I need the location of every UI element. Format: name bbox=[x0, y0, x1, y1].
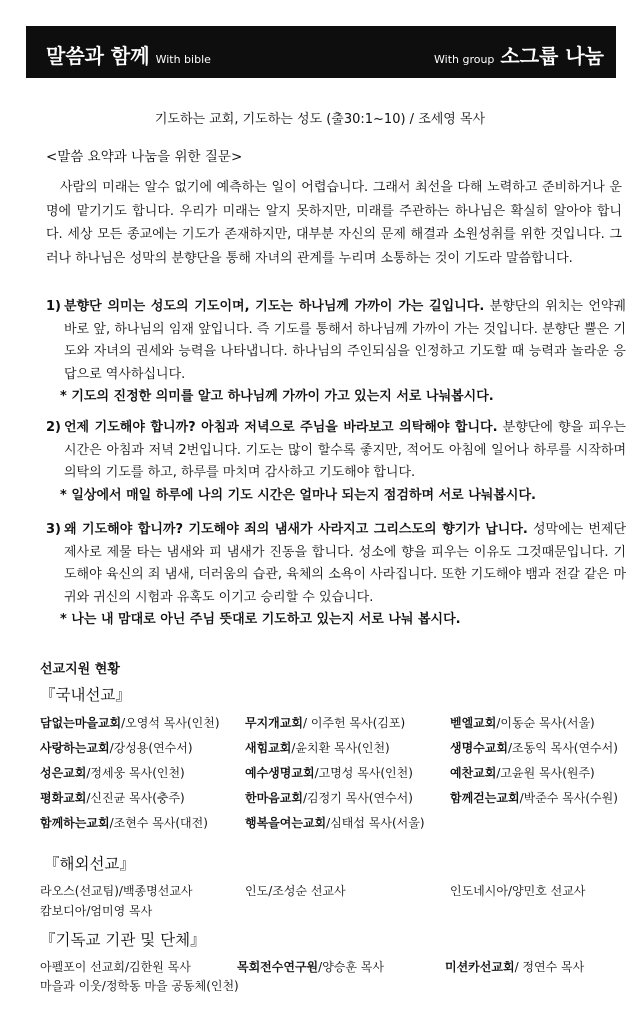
question-number: 1) bbox=[46, 299, 61, 314]
mission-pastor: /엄미영 목사 bbox=[86, 904, 153, 918]
mission-church: 무지개교회 bbox=[245, 716, 303, 730]
mission-pastor: /조동익 목사(연수서) bbox=[507, 741, 618, 755]
mission-church: 성은교회 bbox=[40, 766, 87, 780]
mission-church: 예수생명교회 bbox=[245, 766, 315, 780]
mission-pastor: /오영석 목사(인천) bbox=[121, 716, 220, 730]
overseas-title: 『해외선교』 bbox=[44, 855, 135, 873]
mission-pastor: /백종명선교사 bbox=[118, 884, 193, 898]
question-1 bbox=[46, 296, 626, 409]
mission-pastor: /정세웅 목사(인천) bbox=[86, 766, 185, 780]
mission-entry bbox=[40, 958, 191, 975]
mission-entry bbox=[450, 764, 595, 781]
mission-entry bbox=[40, 814, 208, 831]
mission-church: 캄보디아 bbox=[40, 904, 87, 918]
mission-church: 함께걷는교회 bbox=[450, 791, 520, 805]
mission-church: 인도 bbox=[245, 884, 269, 898]
mission-church: 생명수교회 bbox=[450, 741, 508, 755]
mission-pastor: /심태섭 목사(서울) bbox=[326, 816, 425, 830]
mission-entry bbox=[245, 714, 405, 731]
question-lead: 분향단 의미는 성도의 기도이며, 기도는 하나님께 가까이 가는 길입니다. bbox=[64, 299, 485, 314]
header-left bbox=[46, 40, 211, 69]
mission-church: 새힘교회 bbox=[245, 741, 292, 755]
mission-church: 담없는마을교회 bbox=[40, 716, 122, 730]
header-right-sub: With group bbox=[434, 53, 495, 66]
question-3 bbox=[46, 519, 626, 632]
mission-pastor: / 이주헌 목사(김포) bbox=[302, 716, 406, 730]
mission-entry bbox=[450, 714, 595, 731]
mission-church: 마을과 이웃 bbox=[40, 979, 102, 993]
mission-church: 한마음교회 bbox=[245, 791, 303, 805]
mission-church: 벧엘교회 bbox=[450, 716, 497, 730]
header-left-sub: With bible bbox=[155, 53, 211, 66]
org-title: 『기독교 기관 및 단체』 bbox=[40, 931, 206, 949]
section-heading: <말씀 요약과 나눔을 위한 질문> bbox=[46, 149, 243, 165]
question-text: 성막에는 번제단 제사로 제물 타는 냄새와 피 냄새가 진동을 합니다. 성소에 향을 피우는 이유도 그것때문입니다. 기도해야 육신의 죄 냄새, 더러움의 습관, 육체의 소욕이 사라집니다. 또한 기도해야 뱀과 전갈 같은 마귀와 귀신의 시험과 유혹도 이기고 승리할 수 있습니다. bbox=[64, 522, 627, 605]
mission-church: 미션카선교회 bbox=[445, 960, 515, 974]
mission-title: 선교지원 현황 bbox=[40, 662, 120, 677]
question-number: 3) bbox=[46, 522, 61, 537]
mission-pastor: / 정연수 목사 bbox=[514, 960, 585, 974]
question-text: 분향단에 향을 피우는 시간은 아침과 저녁 2번입니다. 기도는 많이 할수록 좋지만, 적어도 아침에 일어나 하루를 시작하며 의탁의 기도를 하고, 하루를 마치며 감사하고 기도해야 합니다. bbox=[64, 420, 626, 480]
header-left-title: 말씀과 함께 bbox=[46, 44, 150, 68]
mission-pastor: /김한원 목사 bbox=[124, 960, 191, 974]
mission-church: 함께하는교회 bbox=[40, 816, 110, 830]
mission-entry bbox=[450, 739, 618, 756]
question-note: * 나는 내 맘대로 아닌 주님 뜻대로 기도하고 있는지 서로 나눠 봅시다. bbox=[60, 612, 461, 627]
header-right-title: 소그룹 나눔 bbox=[500, 44, 604, 68]
mission-church: 목회전수연구원 bbox=[237, 960, 319, 974]
mission-church: 행복을여는교회 bbox=[245, 816, 327, 830]
mission-pastor: /고명성 목사(인천) bbox=[314, 766, 413, 780]
mission-church: 평화교회 bbox=[40, 791, 87, 805]
mission-entry bbox=[40, 764, 185, 781]
mission-church: 사랑하는교회 bbox=[40, 741, 110, 755]
mission-entry bbox=[245, 814, 425, 831]
question-note: * 기도의 진정한 의미를 알고 하나님께 가까이 가고 있는지 서로 나눠봅시다. bbox=[60, 389, 494, 404]
question-lead: 왜 기도해야 합니까? 기도해야 죄의 냄새가 사라지고 그리스도의 향기가 납니다. bbox=[64, 522, 528, 537]
question-number: 2) bbox=[46, 420, 61, 435]
mission-pastor: /고윤원 목사(원주) bbox=[496, 766, 595, 780]
sermon-title: 기도하는 교회, 기도하는 성도 (출30:1~10) / 조세영 목사 bbox=[154, 112, 486, 127]
mission-entry bbox=[450, 882, 585, 899]
mission-pastor: /정학동 마을 공동체(인천) bbox=[101, 979, 239, 993]
page-header bbox=[26, 26, 616, 78]
question-2 bbox=[46, 417, 626, 507]
intro-paragraph: 사람의 미래는 알수 없기에 예측하는 일이 어렵습니다. 그래서 최선을 다해 노력하고 준비하거나 운명에 맡기기도 합니다. 우리가 미래는 알지 못하지만, 미래를 주관하는 하나님은 확실히 알아야 합니다. 세상 모든 종교에는 기도가 존재하지만, 대부분 자신의 문제 해결과 소원성취를 위한 것입니다. 그러나 하나님은 성막의 분향단을 통해 자녀의 관계를 누리며 소통하는 것이 기도라 말씀합니다. bbox=[46, 180, 622, 266]
mission-entry bbox=[40, 977, 239, 994]
question-text: 분향단의 위치는 언약궤 바로 앞, 하나님의 임재 앞입니다. 즉 기도를 통해서 하나님께 가까이 가는 것입니다. 분향단 뿔은 기도와 자녀의 권세와 능력을 나타냅니다. 하나님의 주인되심을 인정하고 기도할 때 능력과 놀라운 응답으로 역사하십니다. bbox=[64, 299, 626, 382]
mission-pastor: /양승훈 목사 bbox=[318, 960, 384, 974]
mission-church: 인도네시아 bbox=[450, 884, 508, 898]
mission-pastor: /신진균 목사(충주) bbox=[86, 791, 185, 805]
mission-entry bbox=[450, 789, 618, 806]
mission-pastor: /강성용(연수서) bbox=[109, 741, 193, 755]
mission-church: 라오스(선교팀) bbox=[40, 884, 119, 898]
mission-entry bbox=[245, 739, 390, 756]
question-body bbox=[64, 296, 626, 386]
mission-pastor: /양민호 선교사 bbox=[507, 884, 586, 898]
mission-pastor: /이동순 목사(서울) bbox=[496, 716, 595, 730]
mission-entry bbox=[40, 789, 185, 806]
mission-entry bbox=[40, 902, 152, 919]
question-body bbox=[64, 417, 626, 485]
domestic-title: 『국내선교』 bbox=[40, 686, 131, 704]
mission-entry bbox=[237, 958, 384, 975]
mission-entry bbox=[245, 764, 413, 781]
mission-pastor: /김정기 목사(연수서) bbox=[302, 791, 413, 805]
mission-entry bbox=[40, 714, 220, 731]
mission-church: 아펠포이 선교회 bbox=[40, 960, 125, 974]
mission-church: 예찬교회 bbox=[450, 766, 497, 780]
question-lead: 언제 기도해야 합니까? 아침과 저녁으로 주님을 바라보고 의탁해야 합니다. bbox=[64, 420, 498, 435]
mission-entry bbox=[245, 789, 413, 806]
header-right bbox=[434, 40, 604, 69]
question-note: * 일상에서 매일 하루에 나의 기도 시간은 얼마나 되는지 점검하며 서로 나눠봅시다. bbox=[60, 487, 536, 503]
mission-entry bbox=[40, 882, 193, 899]
mission-pastor: /조현수 목사(대전) bbox=[109, 816, 208, 830]
mission-entry bbox=[40, 739, 193, 756]
mission-pastor: /윤치환 목사(인천) bbox=[291, 741, 390, 755]
mission-entry bbox=[245, 882, 346, 899]
mission-entry bbox=[445, 958, 584, 975]
mission-pastor: /박준수 목사(수원) bbox=[519, 791, 618, 805]
mission-pastor: /조성순 선교사 bbox=[268, 884, 346, 898]
question-body bbox=[64, 519, 626, 609]
